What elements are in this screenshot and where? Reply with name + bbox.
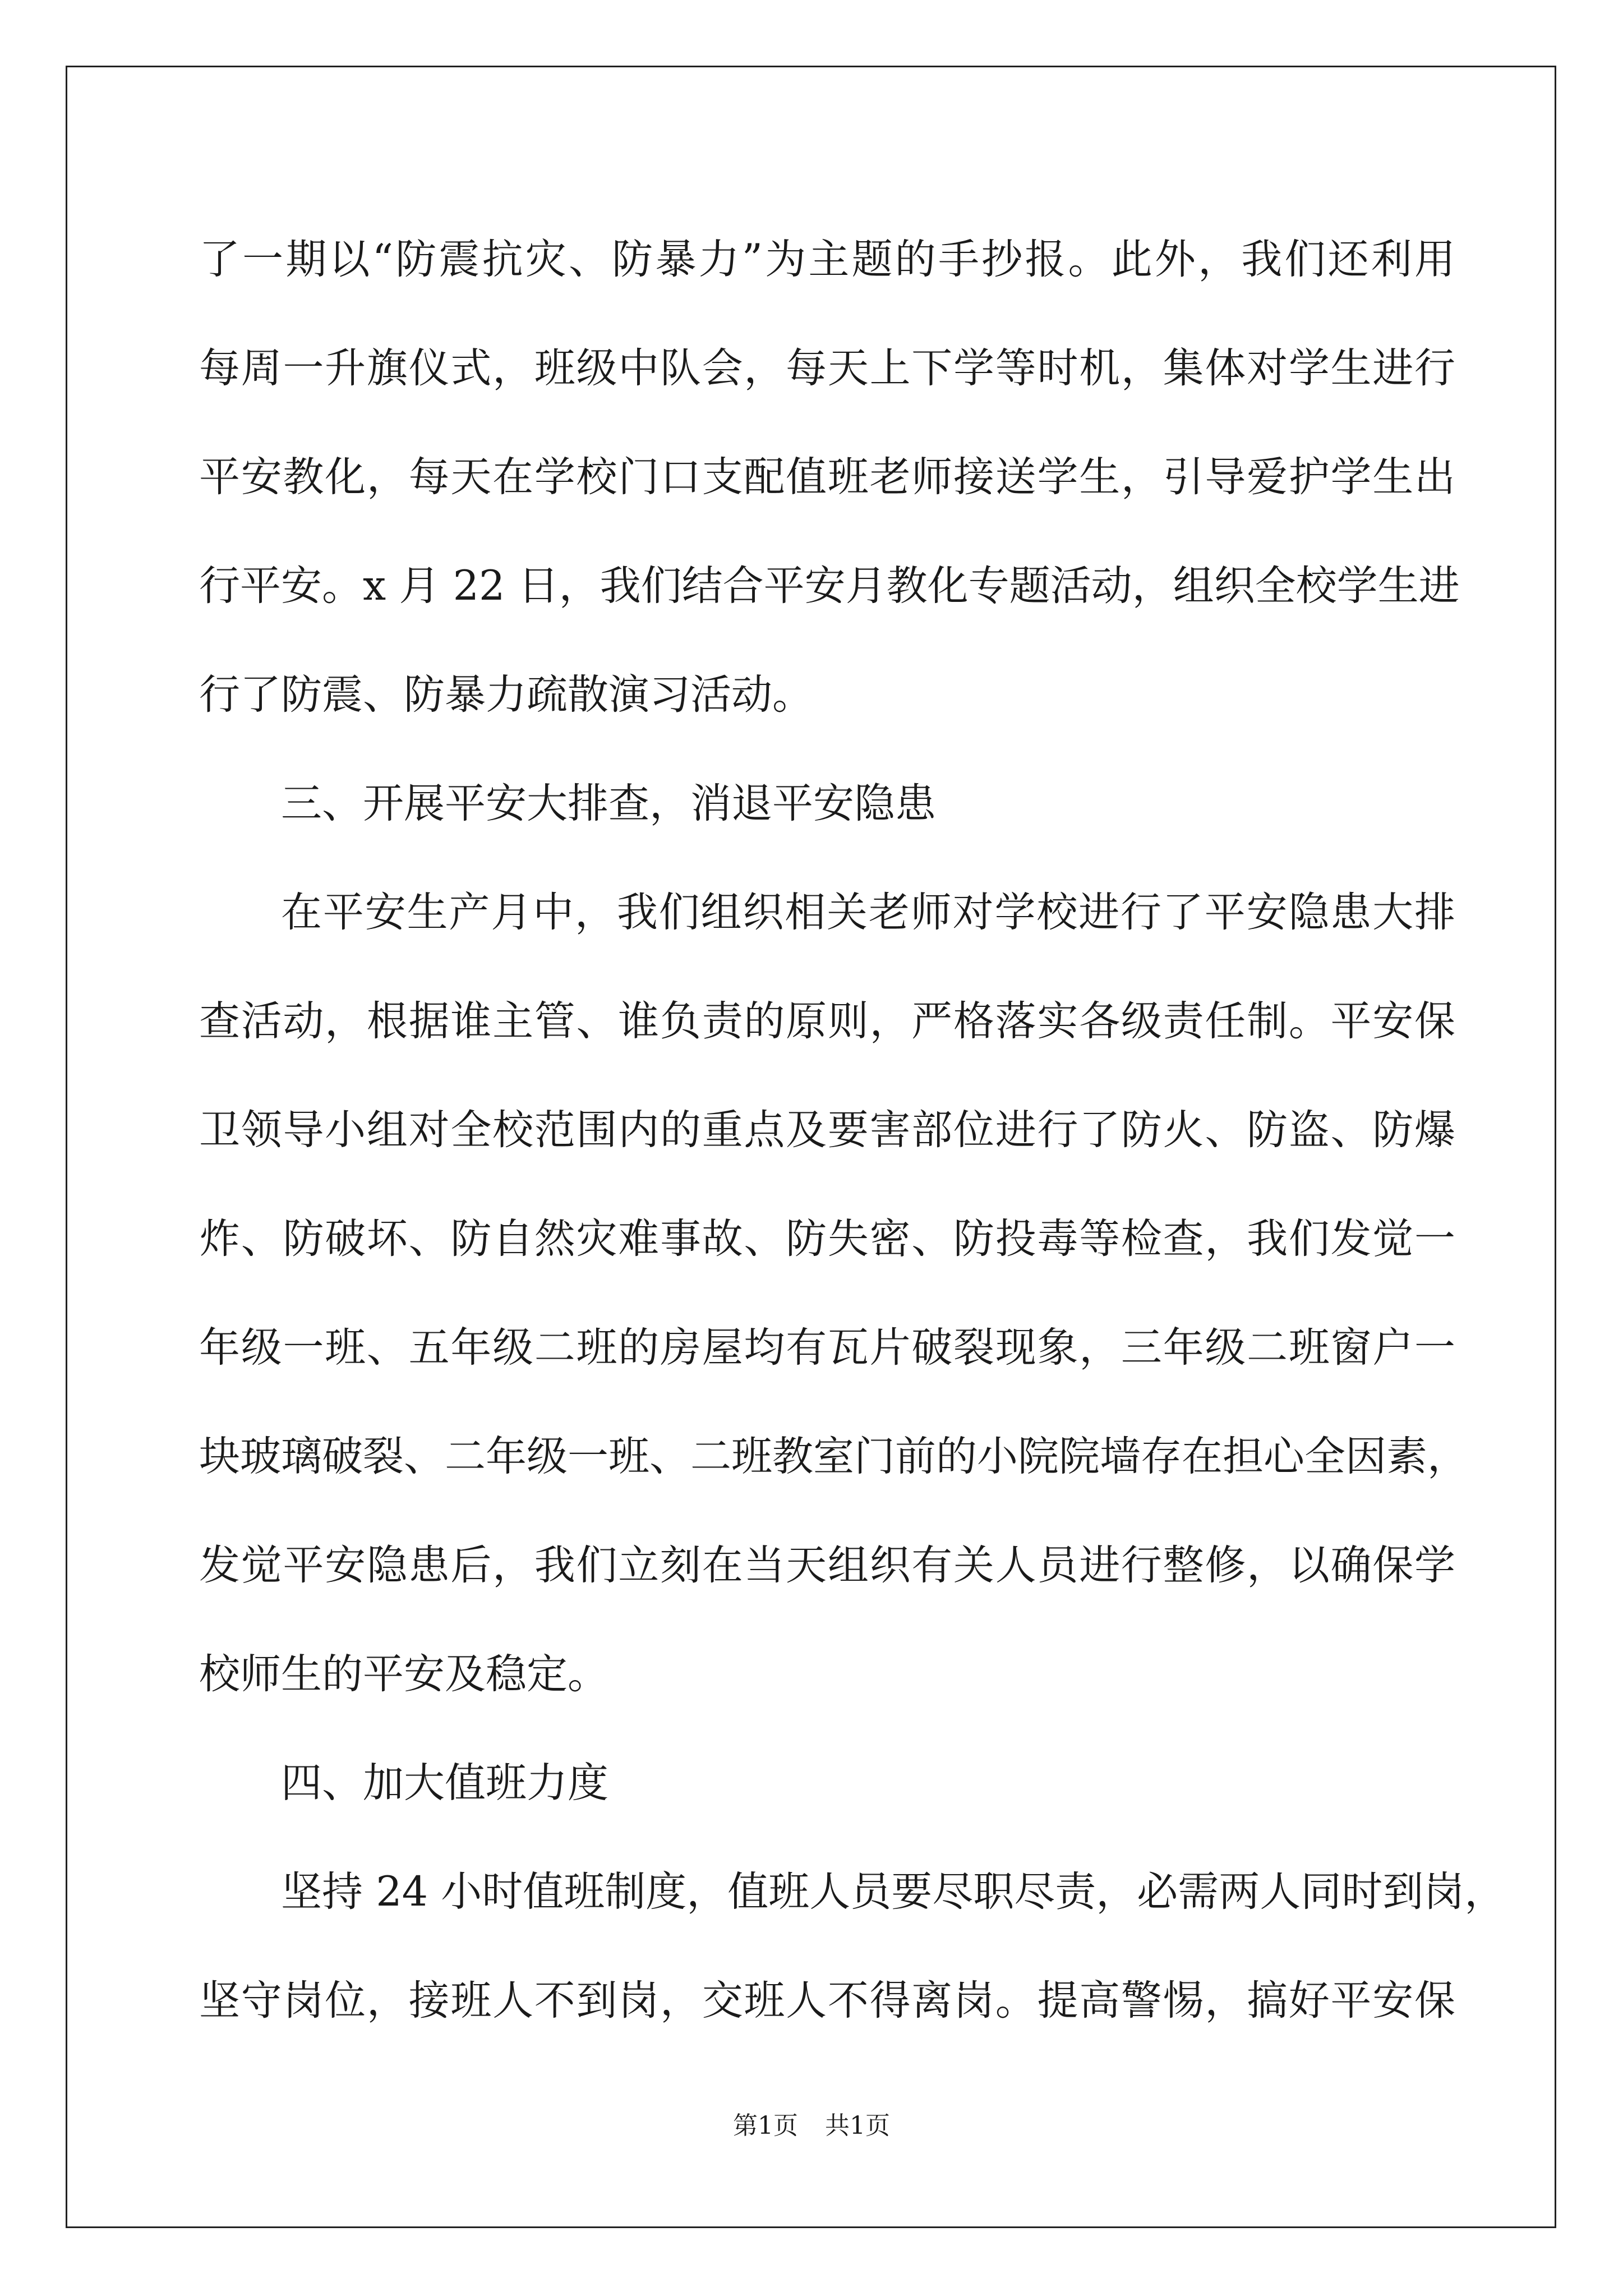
text-line: 查活动，根据谁主管、谁负责的原则，严格落实各级责任制。平安保 — [199, 997, 1455, 1045]
text-line: 平安教化，每天在学校门口支配值班老师接送学生，引导爱护学生出 — [199, 453, 1455, 501]
text-line: 卫领导小组对全校范围内的重点及要害部位进行了防火、防盗、防爆 — [199, 1106, 1455, 1154]
paragraph-first-line: 坚持 24 小时值班制度，值班人员要尽职尽责，必需两人同时到岗， — [281, 1868, 1506, 1916]
text-line: 年级一班、五年级二班的房屋均有瓦片破裂现象，三年级二班窗户一 — [199, 1324, 1455, 1372]
paragraph-first-line: 在平安生产月中，我们组织相关老师对学校进行了平安隐患大排 — [281, 889, 1455, 936]
text-line: 每周一升旗仪式，班级中队会，每天上下学等时机，集体对学生进行 — [199, 344, 1455, 392]
page-footer — [0, 2109, 1623, 2143]
document-body — [199, 205, 1506, 2055]
section-heading-3: 三、开展平安大排查，消退平安隐患 — [281, 780, 936, 827]
text-line: 校师生的平安及稳定。 — [199, 1650, 608, 1698]
text-line: 发觉平安隐患后，我们立刻在当天组织有关人员进行整修，以确保学 — [199, 1542, 1455, 1589]
text-line: 炸、防破坏、防自然灾难事故、防失密、防投毒等检查，我们发觉一 — [199, 1215, 1455, 1263]
text-line: 行了防震、防暴力疏散演习活动。 — [199, 671, 813, 719]
page-number: 第1页 — [733, 2111, 798, 2140]
text-line: 坚守岗位，接班人不到岗，交班人不得离岗。提高警惕，搞好平安保 — [199, 1977, 1455, 2024]
page-total: 共1页 — [825, 2111, 890, 2140]
text-line: 行平安。x 月 22 日，我们结合平安月教化专题活动，组织全校学生进 — [199, 562, 1460, 610]
text-line: 块玻璃破裂、二年级一班、二班教室门前的小院院墙存在担心全因素， — [199, 1433, 1468, 1480]
text-line: 了一期以“防震抗灾、防暴力”为主题的手抄报。此外，我们还利用 — [199, 236, 1455, 283]
section-heading-4: 四、加大值班力度 — [281, 1759, 608, 1807]
